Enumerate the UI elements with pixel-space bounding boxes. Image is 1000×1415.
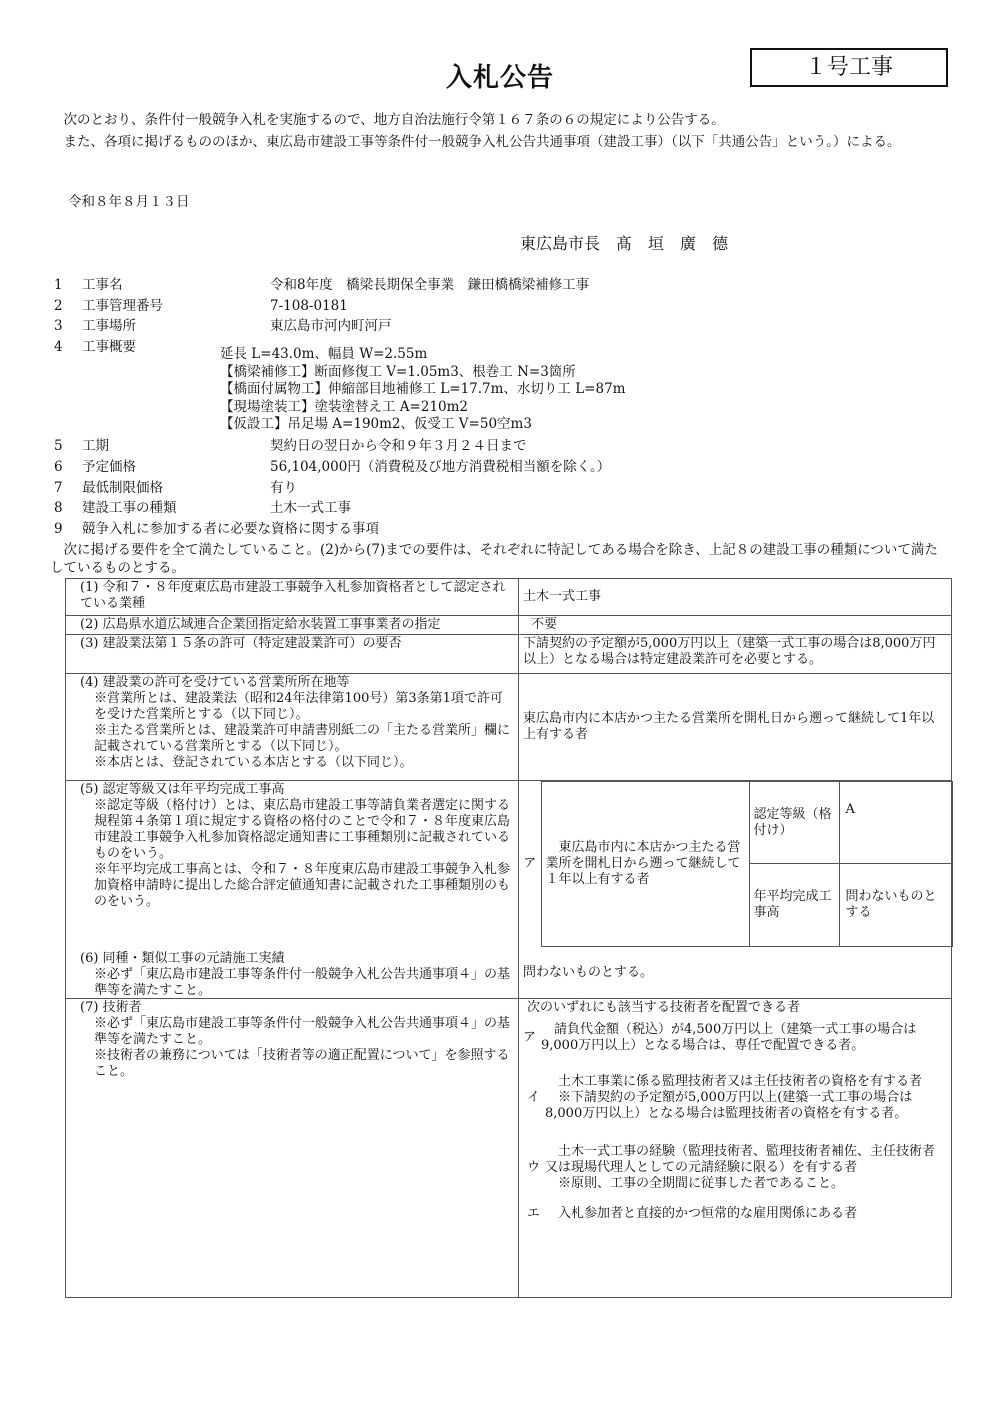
item-value: 令和8年度 橋梁長期保全事業 鎌田橋橋梁補修工事 bbox=[270, 277, 590, 293]
list-item bbox=[50, 298, 945, 318]
grade-value: A bbox=[839, 782, 952, 864]
item-number: 3 bbox=[54, 318, 63, 334]
qual-note: ※営業所とは、建設業法（昭和24年法律第100号）第3条第1項で許可を受けた営業所とする（以下同じ）。 bbox=[94, 691, 503, 722]
qual-value: 不要 bbox=[519, 616, 952, 635]
qual-value: 下請契約の予定額が5,000万円以上（建築一式工事の場合は8,000万円以上）となる場合は特定建設業許可を必要とする。 bbox=[519, 635, 952, 674]
qual-note: ※必ず「東広島市建設工事等条件付一般競争入札公告共通事項４」の基準等を満たすこと。 bbox=[94, 967, 511, 998]
qual-label: (4) 建設業の許可を受けている営業所所在地等 bbox=[80, 675, 350, 690]
issuer-name: 東広島市長 髙 垣 廣 德 bbox=[520, 234, 729, 253]
qual-note: ※技術者の兼務については「技術者等の適正配置について」を参照すること。 bbox=[94, 1048, 510, 1079]
qual-value: 東広島市内に本店かつ主たる営業所を開札日から遡って継続して1年以上有する者 bbox=[519, 674, 952, 781]
item-key: 工事管理番号 bbox=[82, 298, 163, 314]
qual-label: (1) 令和７・８年度東広島市建設工事競争入札参加資格者として認定されている業種 bbox=[66, 579, 519, 616]
grade-subtable bbox=[519, 781, 953, 947]
item-key: 工事名 bbox=[82, 277, 123, 293]
item-number: 1 bbox=[54, 277, 63, 293]
qualification-table bbox=[65, 578, 952, 1298]
grade-key: 年平均完成工事高 bbox=[749, 864, 839, 947]
item-number: 4 bbox=[54, 339, 63, 355]
overview-line: 【橋梁補修工】断面修復工 V=1.05m3、根巻工 N=3箇所 bbox=[220, 363, 576, 380]
list-item bbox=[523, 1144, 947, 1192]
condition-text bbox=[541, 782, 749, 947]
table-row bbox=[66, 781, 952, 999]
intro-paragraph-2: また、各項に掲げるもののほか、東広島市建設工事等条件付一般競争入札公告共通事項（建設工事）（以下「共通公告」という。）による。 bbox=[63, 134, 901, 150]
table-row bbox=[66, 999, 952, 1298]
list-item bbox=[50, 438, 945, 458]
contract-number-box: １号工事 bbox=[750, 48, 948, 87]
item-value: 東広島市河内町河戸 bbox=[270, 318, 392, 334]
item-key: 工事場所 bbox=[82, 318, 136, 334]
grade-cell bbox=[519, 781, 952, 999]
qual-label: (2) 広島県水道広域連合企業団指定給水装置工事事業者の指定 bbox=[66, 616, 519, 635]
item-value: 7-108-0181 bbox=[270, 298, 348, 314]
list-item bbox=[523, 1022, 947, 1054]
overview-line: 【現場塗装工】塗装塗替え工 A=210m2 bbox=[220, 398, 469, 415]
condition-mark: ア bbox=[523, 856, 537, 871]
item-number: 7 bbox=[54, 480, 63, 496]
list-item bbox=[50, 480, 945, 500]
qual-note: ※主たる営業所とは、建設業許可申請書別紙二の「主たる営業所」欄に記載されている営業所とする（以下同じ）。 bbox=[94, 723, 511, 754]
item-value: 契約日の翌日から令和９年３月２４日まで bbox=[270, 438, 527, 454]
item-number: 5 bbox=[54, 438, 63, 454]
work-overview bbox=[220, 346, 625, 434]
overview-line: 【橋面付属物工】伸縮部目地補修工 L=17.7m、水切り工 L=87m bbox=[220, 381, 626, 397]
condition-text: 東広島市内に本店かつ主たる営業所を開札日から遡って継続して１年以上有する者 bbox=[545, 840, 741, 887]
item-key: 建設工事の種類 bbox=[82, 500, 177, 516]
item-note: ※下請契約の予定額が5,000万円以上(建築一式工事の場合は8,000万円以上）となる場合は監理技術者の資格を有する者。 bbox=[545, 1090, 913, 1121]
list-item bbox=[50, 318, 945, 338]
qual-label: (5) 認定等級又は年平均完成工事高 bbox=[80, 782, 285, 797]
qual-note: ※必ず「東広島市建設工事等条件付一般競争入札公告共通事項４」の基準等を満たすこと。 bbox=[94, 1016, 511, 1047]
overview-line: 延長 L=43.0m、幅員 W=2.55m bbox=[220, 346, 428, 362]
engineer-requirements bbox=[519, 999, 952, 1298]
item-number: 2 bbox=[54, 298, 63, 314]
item-key: 競争入札に参加する者に必要な資格に関する事項 bbox=[82, 521, 379, 537]
overview-line: 【仮設工】吊足場 A=190m2、仮受工 V=50空m3 bbox=[220, 416, 532, 432]
engineer-head: 次のいずれにも該当する技術者を配置できる者 bbox=[527, 1000, 801, 1015]
table-row bbox=[66, 616, 952, 635]
list-item bbox=[50, 277, 945, 297]
item-text: 請負代金額（税込）が4,500万円以上（建築一式工事の場合は9,000万円以上）となる場合は、専任で配置できる者。 bbox=[541, 1022, 917, 1053]
item-key: 予定価格 bbox=[82, 459, 136, 475]
table-row bbox=[66, 635, 952, 674]
announcement-date: 令和８年８月１３日 bbox=[68, 194, 190, 210]
item-text: 入札参加者と直接的かつ恒常的な雇用関係にある者 bbox=[558, 1206, 858, 1221]
table-row bbox=[66, 579, 952, 616]
item-number: 6 bbox=[54, 459, 63, 475]
qual-label: (6) 同種・類似工事の元請施工実績 bbox=[80, 951, 285, 966]
item-mark: ウ bbox=[527, 1160, 541, 1175]
item-value: 有り bbox=[270, 480, 297, 496]
item-text-block bbox=[545, 1074, 947, 1122]
qual-label-block bbox=[66, 999, 519, 1298]
item-mark: ア bbox=[523, 1030, 537, 1045]
list-item bbox=[50, 500, 945, 520]
grade-key: 認定等級（格付け） bbox=[749, 782, 839, 864]
item-mark: イ bbox=[527, 1090, 541, 1105]
qual-note: ※本店とは、登記されている本店とする（以下同じ）。 bbox=[94, 755, 413, 770]
item-text: 土木一式工事の経験（監理技術者、監理技術者補佐、主任技術者又は現場代理人としての元請経験に限る）を有する者 bbox=[545, 1144, 936, 1175]
qual-value: 土木一式工事 bbox=[519, 579, 952, 616]
item-note: ※原則、工事の全期間に従事した者であること。 bbox=[558, 1176, 845, 1191]
table-row bbox=[66, 674, 952, 781]
list-item bbox=[50, 521, 945, 541]
item-text: 土木工事業に係る監理技術者又は主任技術者の資格を有する者 bbox=[558, 1074, 923, 1089]
qual-label-block bbox=[66, 674, 519, 781]
item-key: 工事概要 bbox=[82, 339, 136, 355]
qual-label-block bbox=[66, 781, 519, 999]
page-title: 入札公告 bbox=[445, 63, 554, 93]
qual-label: (7) 技術者 bbox=[80, 1000, 142, 1015]
qual-label: (3) 建設業法第１５条の許可（特定建設業許可）の要否 bbox=[66, 635, 519, 674]
item-value: 土木一式工事 bbox=[270, 500, 351, 516]
item-value: 56,104,000円（消費税及び地方消費税相当額を除く。） bbox=[270, 459, 611, 475]
item-number: 9 bbox=[54, 521, 63, 537]
intro-paragraph-1: 次のとおり、条件付一般競争入札を実施するので、地方自治法施行令第１６７条の６の規定により公告する。 bbox=[63, 112, 725, 128]
list-item bbox=[523, 1074, 947, 1122]
list-item bbox=[50, 459, 945, 479]
item-key: 最低制限価格 bbox=[82, 480, 163, 496]
item-key: 工期 bbox=[82, 438, 109, 454]
grade-value: 問わないものとする bbox=[839, 864, 952, 947]
qualification-intro: 次に掲げる要件を全て満たしていること。(2)から(7)までの要件は、それぞれに特記してある場合を除き、上記８の建設工事の種類について満たしているものとする。 bbox=[50, 542, 938, 576]
item-number: 8 bbox=[54, 500, 63, 516]
qual-note: ※年平均完成工事高とは、令和７・８年度東広島市建設工事競争入札参加資格申請時に提出した総合評定値通知書に記載された工事種類別のものをいう。 bbox=[94, 862, 511, 909]
item-mark: エ bbox=[527, 1206, 541, 1221]
qual-note: ※認定等級（格付け）とは、東広島市建設工事等請負業者選定に関する規程第４条第１項に規定する資格の格付のことで令和７・８年度東広島市建設工事競争入札参加資格認定通知書に工事種類別に記載されているものをいう。 bbox=[94, 798, 511, 861]
list-item bbox=[523, 1206, 947, 1222]
qual-value: 問わないものとする。 bbox=[523, 965, 654, 980]
item-text-block bbox=[545, 1144, 947, 1192]
qual-label-block bbox=[70, 951, 510, 999]
